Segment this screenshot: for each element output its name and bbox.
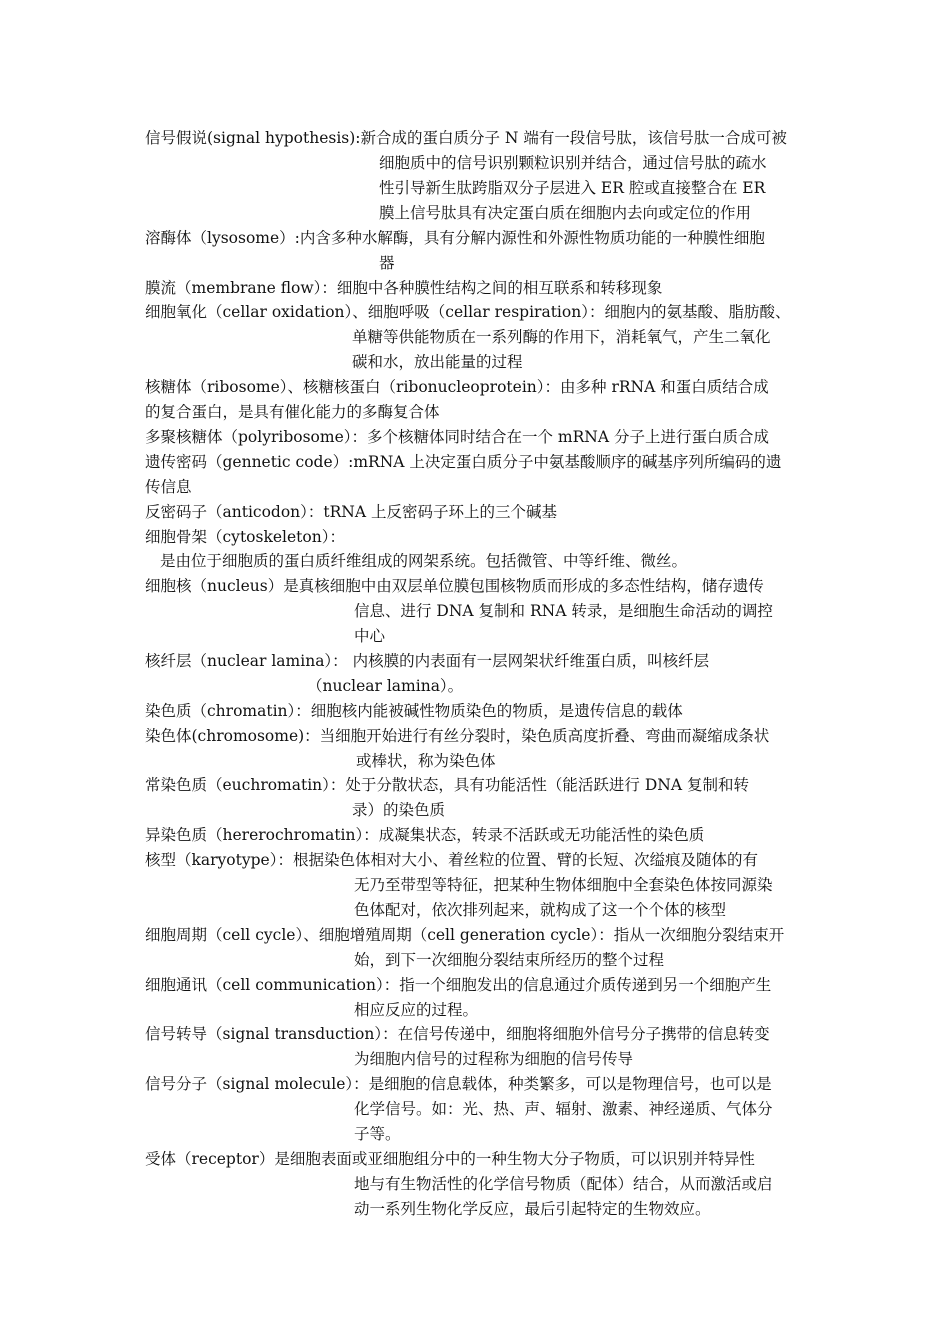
text-line: 核纤层（nuclear lamina）： 内核膜的内表面有一层网架状纤维蛋白质，叫核纤层 bbox=[145, 652, 710, 670]
text-line: 碳和水，放出能量的过程 bbox=[352, 353, 523, 371]
text-line: 遗传密码（gennetic code）:mRNA 上决定蛋白质分子中氨基酸顺序的碱基序列所编码的遗 bbox=[145, 453, 782, 471]
text-line: （nuclear lamina）。 bbox=[307, 677, 464, 695]
text-line: 细胞氧化（cellar oxidation）、细胞呼吸（cellar respiration）：细胞内的氨基酸、脂肪酸、 bbox=[145, 303, 791, 321]
text-line: 反密码子（anticodon）：tRNA 上反密码子环上的三个碱基 bbox=[145, 503, 557, 521]
text-line: 细胞周期（cell cycle）、细胞增殖周期（cell generation cycle）：指从一次细胞分裂结束开 bbox=[145, 926, 785, 944]
text-line: 地与有生物活性的化学信号物质（配体）结合，从而激活或启 bbox=[354, 1175, 773, 1193]
text-line: 信号假说(signal hypothesis):新合成的蛋白质分子 N 端有一段信号肽，该信号肽一合成可被 bbox=[145, 129, 787, 147]
text-line: 器 bbox=[379, 254, 395, 272]
text-line: 为细胞内信号的过程称为细胞的信号传导 bbox=[354, 1050, 634, 1068]
text-line: 是由位于细胞质的蛋白质纤维组成的网架系统。包括微管、中等纤维、微丝。 bbox=[160, 552, 688, 570]
text-line: 相应反应的过程。 bbox=[354, 1001, 479, 1019]
text-line: 细胞核（nucleus）是真核细胞中由双层单位膜包围核物质而形成的多态性结构，储存遗传 bbox=[145, 577, 764, 595]
text-line: 信息、进行 DNA 复制和 RNA 转录，是细胞生命活动的调控 bbox=[354, 602, 773, 620]
text-line: 常染色质（euchromatin）：处于分散状态，具有功能活性（能活跃进行 DNA 复制和转 bbox=[145, 776, 749, 794]
text-line: 色体配对，依次排列起来，就构成了这一个个体的核型 bbox=[354, 901, 727, 919]
text-line: 异染色质（hererochromatin）：成凝集状态，转录不活跃或无功能活性的染色质 bbox=[145, 826, 705, 844]
text-line: 信号转导（signal transduction）：在信号传递中，细胞将细胞外信号分子携带的信息转变 bbox=[145, 1025, 770, 1043]
text-line: 中心 bbox=[354, 627, 386, 645]
text-line: 细胞通讯（cell communication）：指一个细胞发出的信息通过介质传递到另一个细胞产生 bbox=[145, 976, 772, 994]
text-line: 细胞骨架（cytoskeleton）： bbox=[145, 528, 345, 546]
text-line: 信号分子（signal molecule）：是细胞的信息载体，种类繁多，可以是物理信号，也可以是 bbox=[145, 1075, 772, 1093]
text-line: 的复合蛋白，是具有催化能力的多酶复合体 bbox=[145, 403, 440, 421]
text-line: 细胞质中的信号识别颗粒识别并结合，通过信号肽的疏水 bbox=[379, 154, 767, 172]
text-line: 录）的染色质 bbox=[352, 801, 446, 819]
text-line: 动一系列生物化学反应，最后引起特定的生物效应。 bbox=[354, 1200, 711, 1218]
text-line: 性引导新生肽跨脂双分子层进入 ER 腔或直接整合在 ER bbox=[379, 179, 766, 197]
text-line: 膜上信号肽具有决定蛋白质在细胞内去向或定位的作用 bbox=[379, 204, 752, 222]
text-line: 核糖体（ribosome）、核糖核蛋白（ribonucleoprotein）：由多种 rRNA 和蛋白质结合成 bbox=[145, 378, 769, 396]
text-line: 单糖等供能物质在一系列酶的作用下，消耗氧气，产生二氧化 bbox=[352, 328, 771, 346]
text-line: 染色体(chromosome)：当细胞开始进行有丝分裂时，染色质高度折叠、弯曲而凝缩成条状 bbox=[145, 727, 770, 745]
text-line: 受体（receptor）是细胞表面或亚细胞组分中的一种生物大分子物质，可以识别并特异性 bbox=[145, 1150, 755, 1168]
text-line: 子等。 bbox=[354, 1125, 401, 1143]
text-line: 多聚核糖体（polyribosome）：多个核糖体同时结合在一个 mRNA 分子上进行蛋白质合成 bbox=[145, 428, 769, 446]
text-line: 无乃至带型等特征，把某种生物体细胞中全套染色体按同源染 bbox=[354, 876, 773, 894]
text-line: 染色质（chromatin）：细胞核内能被碱性物质染色的物质，是遗传信息的载体 bbox=[145, 702, 683, 720]
text-line: 化学信号。如：光、热、声、辐射、激素、神经递质、气体分 bbox=[354, 1100, 773, 1118]
text-line: 传信息 bbox=[145, 478, 192, 496]
text-line: 始，到下一次细胞分裂结束所经历的整个过程 bbox=[354, 951, 665, 969]
text-line: 溶酶体（lysosome）:内含多种水解酶，具有分解内源性和外源性物质功能的一种膜性细胞 bbox=[145, 229, 765, 247]
text-line: 或棒状，称为染色体 bbox=[356, 752, 496, 770]
text-line: 核型（karyotype）：根据染色体相对大小、着丝粒的位置、臂的长短、次缢痕及随体的有 bbox=[145, 851, 758, 869]
text-line: 膜流（membrane flow）：细胞中各种膜性结构之间的相互联系和转移现象 bbox=[145, 279, 663, 297]
